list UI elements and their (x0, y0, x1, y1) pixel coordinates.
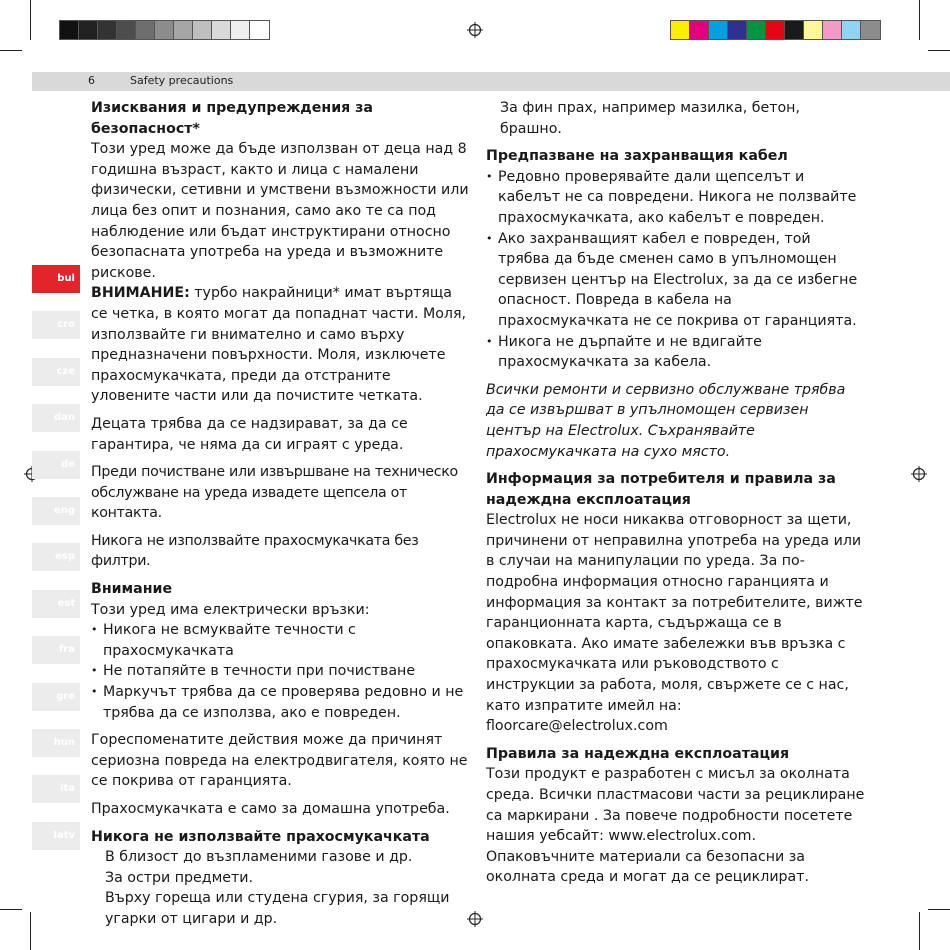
color-swatch (671, 21, 690, 39)
color-swatch (250, 21, 269, 39)
left-column (91, 98, 469, 930)
color-swatch (79, 21, 98, 39)
list-item: • Никога не всмуквайте течности с прахосмукачката (91, 620, 469, 661)
color-swatch (193, 21, 212, 39)
list-item: Върху гореща или студена сгурия, за горящи угарки от цигари и др. (105, 890, 450, 927)
lang-tab-est[interactable]: est (32, 590, 80, 618)
fine-dust-item: За фин прах, например мазилка, бетон, брашно. (500, 100, 800, 137)
lang-tab-latv[interactable]: latv (32, 822, 80, 850)
list-item: • Редовно проверявайте дали щепселът и кабелът не са повредени. Никога не ползвайте прахосмукачката, ако кабелът е повреден. (486, 167, 866, 229)
sustainability-body: Този продукт е разработен с мисъл за околната среда. Всички пластмасови части за рециклиране са маркирани . За повече подробности посетете нашия уебсайт: www.electrolux.com. Опаковъчните материали са безопасни за околната среда и могат да се рециклират. (486, 766, 865, 886)
lang-tab-de[interactable]: de (32, 451, 80, 479)
gray-color-bar (59, 20, 270, 40)
lang-tab-esp[interactable]: esp (32, 543, 80, 571)
requirements-body: Този уред може да бъде използван от деца над 8 годишна възраст, както и лица с намалени физически, сетивни и умствени възможности или лица без опит и познания, само ако те са под наблюдение или бъдат инструктирани относно безопасната употреба на уреда и възможните рискове. (91, 141, 469, 281)
color-swatch (690, 21, 709, 39)
color-swatch (709, 21, 728, 39)
caution-heading: Внимание (91, 581, 173, 598)
crop-mark (0, 50, 22, 51)
lang-tab-cro[interactable]: cro (32, 311, 80, 339)
crop-mark (0, 909, 22, 910)
list-item: • Никога не дърпайте и не вдигайте прахосмукачката за кабела. (486, 332, 866, 373)
page-number: 6 (88, 74, 95, 87)
registration-mark-icon (467, 911, 483, 927)
crop-mark (30, 0, 31, 40)
crop-mark (919, 912, 920, 950)
color-swatch (98, 21, 117, 39)
list-item: • Маркучът трябва да се проверява редовно и не трябва да се използва, ако е повреден. (91, 682, 469, 723)
color-swatch (231, 21, 250, 39)
caution-list (91, 620, 469, 723)
list-item: За остри предмети. (105, 869, 254, 886)
color-swatch (785, 21, 804, 39)
color-swatch (766, 21, 785, 39)
process-color-bar (670, 20, 881, 40)
lang-tab-hun[interactable]: hun (32, 729, 80, 757)
children-note: Децата трябва да се надзирават, за да се гарантира, че няма да си играят с уреда. (91, 415, 408, 453)
turbo-warning (91, 283, 469, 407)
right-column (486, 98, 866, 888)
lang-tab-ita[interactable]: ita (32, 775, 80, 803)
lang-tab-fra[interactable]: fra (32, 636, 80, 664)
registration-mark-icon (911, 466, 927, 482)
color-swatch (804, 21, 823, 39)
color-swatch (861, 21, 880, 39)
lang-tab-dan[interactable]: dan (32, 404, 80, 432)
warning-label: ВНИМАНИЕ: (91, 285, 190, 302)
consumer-info-body: Electrolux не носи никаква отговорност за щети, причинени от неправилна употреба на уреда или в случаи на манипулации по уреда. За по-подробна информация относно гаранцията и информация за контакт за потребителите, вижте гаранционната карта, съдържаща се в опаковката. Ако имате забележки във връзка с прахосмукачката или ръководството с инструкции за работа, моля, свържете се с нас, като изпратите имейл на: floorcare@electrolux.com (486, 512, 863, 735)
color-swatch (117, 21, 136, 39)
color-swatch (728, 21, 747, 39)
damage-note: Гореспоменатите действия може да причинят сериозна повреда на електродвигателя, която не се покрива от гаранцията. (91, 732, 468, 790)
color-swatch (842, 21, 861, 39)
unplug-note: Преди почистване или извършване на техническо обслужване на уреда извадете щепсела от контакта. (91, 464, 458, 522)
crop-mark (919, 0, 920, 40)
section-title: Safety precautions (130, 74, 234, 87)
caution-intro: Този уред има електрически връзки: (91, 601, 370, 618)
color-swatch (823, 21, 842, 39)
lang-tab-cze[interactable]: cze (32, 358, 80, 386)
list-item: • Ако захранващият кабел е повреден, той трябва да бъде сменен само в упълномощен сервизен център на Electrolux, за да се избегне опасност. Повреда в кабела на прахосмукачката не се покрива от гаранцията. (486, 229, 866, 332)
color-swatch (747, 21, 766, 39)
cable-heading: Предпазване на захранващия кабел (486, 148, 788, 165)
cable-list (486, 167, 866, 373)
color-swatch (60, 21, 79, 39)
list-item: • Не потапяйте в течности при почистване (91, 661, 469, 682)
filters-note: Никога не използвайте прахосмукачката без филтри. (91, 532, 419, 570)
crop-mark (928, 50, 950, 51)
requirements-heading: Изисквания и предупреждения за безопасност* (91, 100, 373, 137)
color-swatch (155, 21, 174, 39)
domestic-note: Прахосмукачката е само за домашна употреба. (91, 801, 450, 817)
sustainability-heading: Правила за надеждна експлоатация (486, 745, 790, 762)
list-item: В близост до възпламеними газове и др. (105, 849, 413, 866)
consumer-info-heading: Информация за потребителя и правила за надеждна експлоатация (486, 471, 836, 508)
never-use-list (91, 847, 469, 929)
registration-mark-icon (467, 22, 483, 38)
warning-text: турбо накрайници* имат въртяща се четка, в която могат да попаднат части. Моля, използвайте ги внимателно и само върху предназначени повърхности. Моля, изключете прахосмукачката, преди да отстраните уловените части или да почистите четката. (91, 285, 467, 405)
lang-tab-eng[interactable]: eng (32, 497, 80, 525)
color-swatch (212, 21, 231, 39)
service-note: Всички ремонти и сервизно обслужване трябва да се извършват в упълномощен сервизен център на Electrolux. Съхранявайте прахосмукачката на сухо място. (486, 381, 846, 460)
color-swatch (174, 21, 193, 39)
color-swatch (136, 21, 155, 39)
lang-tab-gre[interactable]: gre (32, 683, 80, 711)
never-use-heading: Никога не използвайте прахосмукачката (91, 828, 430, 845)
crop-mark (30, 912, 31, 950)
crop-mark (928, 909, 950, 910)
lang-tab-bul[interactable]: bul (32, 265, 80, 293)
